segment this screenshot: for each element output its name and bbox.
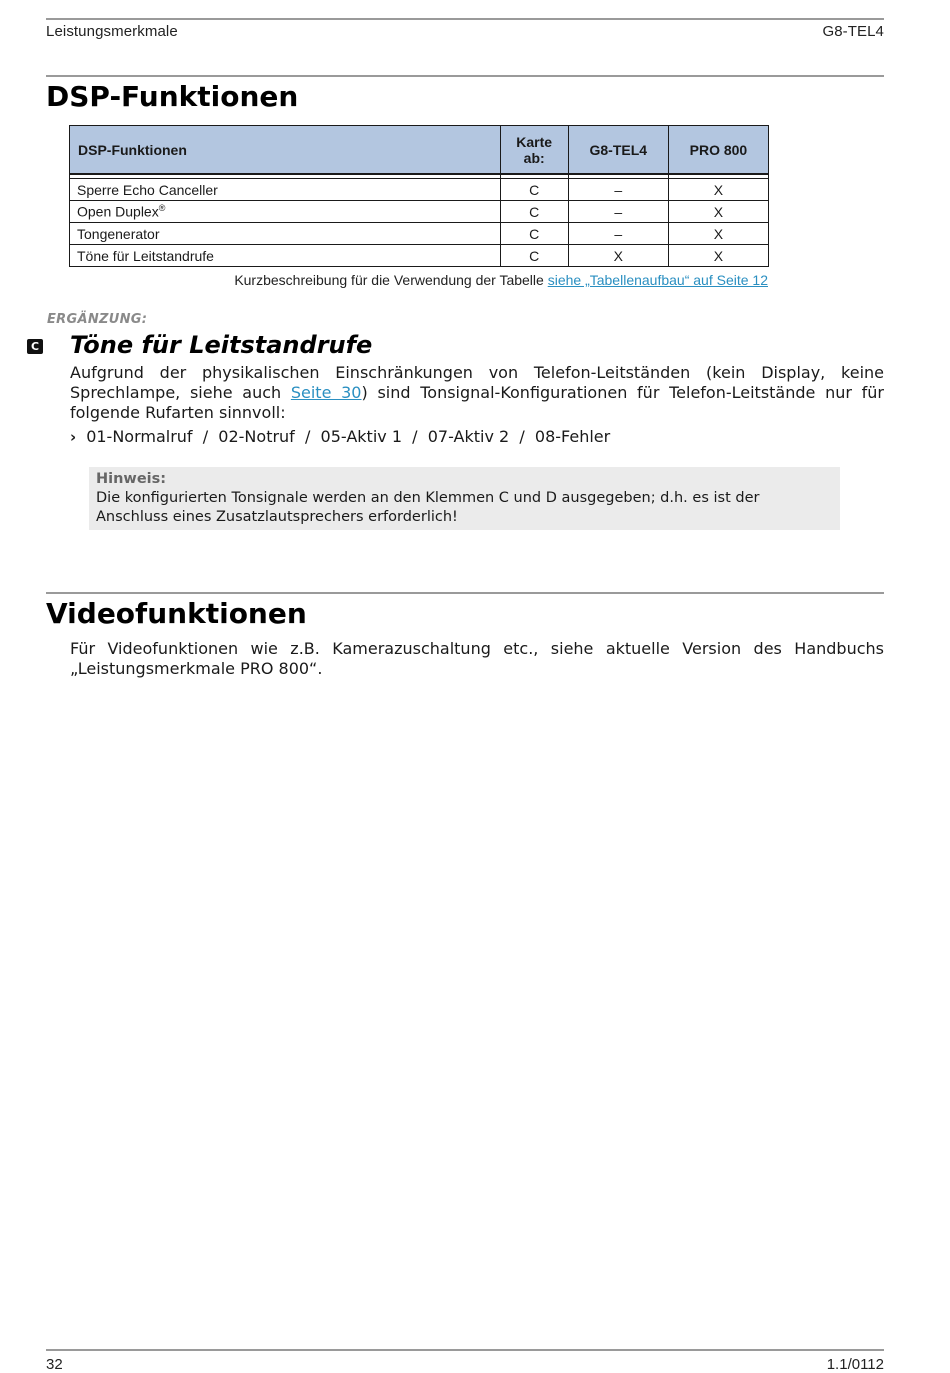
note-text: Die konfigurierten Tonsignale werden an den Klemmen C und D ausgegeben; d.h. es ist der Anschluss eines Zusatzlautsprechers erforderlich! <box>96 490 760 525</box>
table-cell: C <box>500 179 568 201</box>
table-cell: X <box>568 245 668 267</box>
header-left: Leistungsmerkmale <box>46 23 178 40</box>
table-cell: X <box>668 201 768 223</box>
table-header-cell: PRO 800 <box>668 126 768 175</box>
paragraph-text: Aufgrund der physikalischen Einschränkungen von Telefon-Leitständen (kein Display, keine Sprechlampe, siehe auch <box>70 363 884 402</box>
table-header-cell: G8-TEL4 <box>568 126 668 175</box>
section-rule-video <box>46 592 884 594</box>
page-link[interactable]: Seite 30 <box>290 383 362 402</box>
section-title-dsp: DSP-Funktionen <box>46 80 299 113</box>
registered-mark: ® <box>158 203 166 214</box>
caption-link[interactable]: siehe „Tabellenaufbau“ auf Seite 12 <box>547 272 768 288</box>
table-cell: Töne für Leitstandrufe <box>70 245 501 267</box>
table-row <box>70 245 769 267</box>
card-c-badge-icon: C <box>27 339 43 354</box>
table-cell: Sperre Echo Canceller <box>70 179 501 201</box>
table-cell: – <box>568 223 668 245</box>
table-row <box>70 179 769 201</box>
document-version: 1.1/0112 <box>826 1356 884 1373</box>
table-cell: X <box>668 179 768 201</box>
bullet-text: 01-Normalruf / 02-Notruf / 05-Aktiv 1 / 07-Aktiv 2 / 08-Fehler <box>86 427 611 446</box>
page-number: 32 <box>46 1356 63 1373</box>
caption-text: Kurzbeschreibung für die Verwendung der Tabelle <box>234 272 548 288</box>
table-cell: X <box>668 223 768 245</box>
table-cell: – <box>568 201 668 223</box>
table-cell: C <box>500 245 568 267</box>
top-rule <box>46 18 884 20</box>
note-box <box>89 467 840 530</box>
supplement-label: ERGÄNZUNG: <box>47 312 148 327</box>
paragraph-text: ) sind Tonsignal-Konfigurationen für Telefon-Leitstände nur für folgende Rufarten sinnvoll: <box>70 383 884 422</box>
footer-rule <box>46 1349 884 1351</box>
chevron-right-icon: › <box>70 428 77 446</box>
table-cell <box>70 201 501 223</box>
table-cell: C <box>500 201 568 223</box>
table-cell-text: Open Duplex <box>77 203 159 220</box>
supplement-heading: Töne für Leitstandrufe <box>70 331 373 359</box>
table-cell: C <box>500 223 568 245</box>
supplement-paragraph <box>70 363 884 423</box>
call-types-bullet <box>70 427 610 447</box>
table-row <box>70 223 769 245</box>
table-cell: Tongenerator <box>70 223 501 245</box>
header-right: G8-TEL4 <box>822 23 884 40</box>
video-paragraph: Für Videofunktionen wie z.B. Kamerazuschaltung etc., siehe aktuelle Version des Handbuchs „Leistungsmerkmale PRO 800“. <box>70 639 884 678</box>
table-cell: X <box>668 245 768 267</box>
table-header-row <box>70 126 769 175</box>
table-header-cell: Karte ab: <box>500 126 568 175</box>
table-header-cell: DSP-Funktionen <box>70 126 501 175</box>
note-title: Hinweis: <box>96 471 167 487</box>
table-cell: – <box>568 179 668 201</box>
section-rule-dsp <box>46 75 884 77</box>
dsp-table <box>69 125 769 267</box>
section-title-video: Videofunktionen <box>46 597 307 630</box>
table-caption <box>234 272 768 288</box>
table-row <box>70 201 769 223</box>
